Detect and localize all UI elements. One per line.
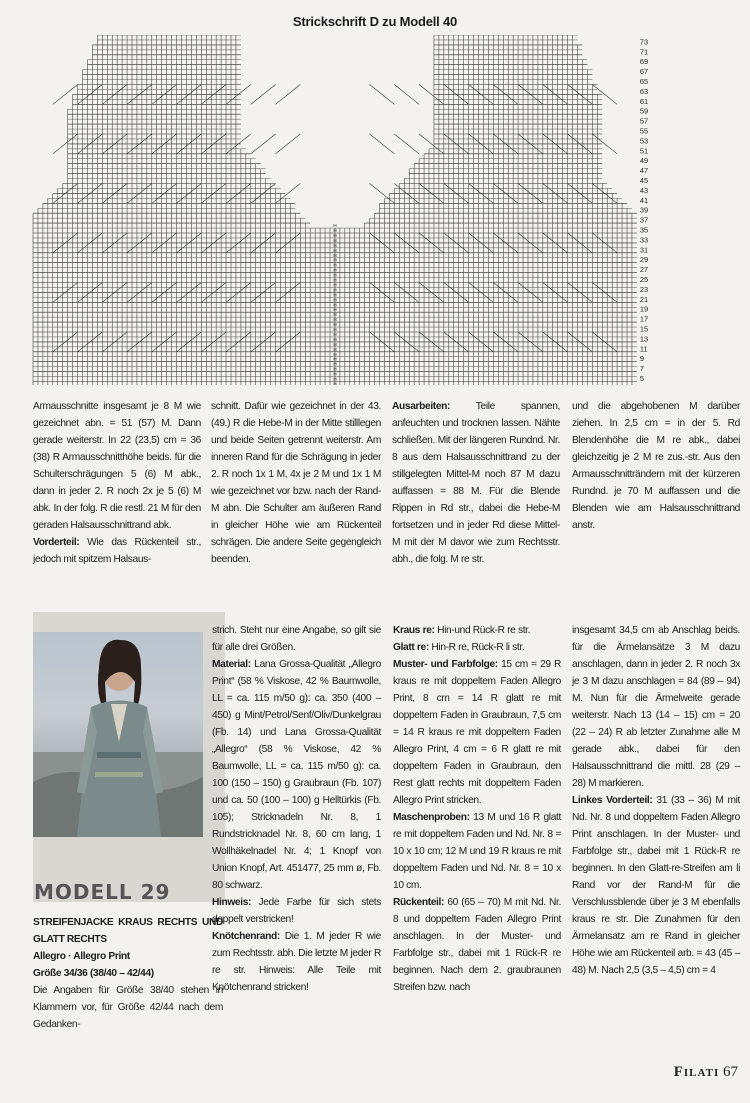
row-number: 7: [639, 364, 645, 374]
hinweis-heading: Hinweis:: [212, 897, 252, 908]
svg-text:H: H: [333, 228, 337, 233]
svg-text:H: H: [333, 317, 337, 323]
rueckenteil-heading: Rückenteil:: [393, 897, 445, 908]
row-number: 49: [639, 156, 649, 166]
upper-col-3: [392, 398, 560, 568]
knitting-chart-svg: [30, 35, 745, 385]
upper-col-1: [33, 398, 201, 568]
svg-text:H: H: [333, 327, 337, 332]
svg-text:H: H: [333, 252, 337, 258]
svg-text:H: H: [333, 272, 337, 278]
lower-col-3: [393, 622, 561, 996]
model-subtitle: STREIFENJACKE KRAUS RECHTS UND GLATT RECHTS: [33, 917, 223, 945]
row-number: 67: [639, 67, 649, 77]
upper-col-4: [572, 398, 740, 534]
material-text: Lana Grossa-Qualität „Allegro Print“ (58 % Viskose, 42 % Baumwolle, LL = ca. 115 m/50 g): ca. 350 (400 – 450) g Mint/Petrol/Senf/Oliv/Dunkelgrau (Fb. 14) und Lana Grossa-Qualität „Allegro“ (58 % Viskose, 42 % Baumwolle, LL = ca. 115 m/50 g): ca. 100 (150 – 150) g Graubraun (Fb. 107) und ca. 50 (100 – 100) g Helltürkis (Fb. 105); Stricknadeln Nr. 8, 1 Rundstricknadel Nr. 8, 60 cm lang, 1 Wollhäkelnadel Nr. 4; 1 Knopf von Union Knopf, Art. 451477, 25 mm ø, Fb. 80 schwarz.: [212, 659, 381, 891]
row-number: 47: [639, 166, 649, 176]
svg-text:H: H: [333, 302, 337, 308]
row-number: 11: [639, 344, 648, 354]
svg-text:H: H: [333, 312, 337, 318]
lower-col2-intro: strich. Steht nur eine Angabe, so gilt sie für alle drei Größen.: [212, 625, 381, 653]
row-number: 53: [639, 136, 649, 146]
muster-text: 15 cm = 29 R kraus re mit doppeltem Faden Allegro Print, 8 cm = 14 R glatt re mit doppeltem Faden in Graubraun, 7,5 cm = 14 R kraus re mit doppeltem Faden Allegro Print, 4 cm = 6 R glatt re mit doppeltem Faden in Graubraun, den Rest glatt rechts mit doppeltem Faden Allegro Print stricken.: [393, 659, 561, 806]
row-number: 5: [639, 374, 645, 384]
svg-text:H: H: [333, 287, 337, 293]
row-number: 27: [639, 265, 649, 275]
row-number: 59: [639, 106, 649, 116]
muster-heading: Muster- und Farbfolge:: [393, 659, 498, 670]
glatt-heading: Glatt re:: [393, 642, 429, 653]
svg-text:H: H: [333, 356, 337, 362]
row-number: 45: [639, 176, 649, 186]
row-number: 43: [639, 185, 649, 195]
svg-text:H: H: [333, 277, 337, 283]
svg-text:H: H: [333, 223, 337, 229]
row-number: 63: [639, 86, 649, 96]
model-photo-illustration: [33, 632, 203, 837]
svg-text:H: H: [333, 366, 337, 372]
svg-text:H: H: [333, 237, 337, 243]
svg-text:H: H: [333, 381, 337, 385]
rueckenteil-text: 60 (65 – 70) M mit Nd. Nr. 8 und doppeltem Faden Allegro Print anschlagen. In der Muster- und Farbfolge str., dabei mit 1 Rück-R re beginnen. Nach dem 2. graubraunen Streifen bzw. nach: [393, 897, 561, 993]
svg-text:H: H: [333, 361, 337, 367]
row-number: 31: [639, 245, 649, 255]
glatt-text: Hin-R re, Rück-R li str.: [428, 642, 525, 653]
upper-col1-tail: Wie das Rückenteil str., jedoch mit spitzem Halsaus-: [33, 537, 201, 565]
svg-text:H: H: [333, 307, 337, 313]
svg-text:H: H: [333, 247, 337, 253]
row-number: 37: [639, 215, 649, 225]
svg-text:H: H: [333, 242, 337, 248]
row-number: 15: [639, 324, 649, 334]
svg-text:H: H: [333, 371, 337, 377]
svg-text:H: H: [333, 262, 337, 268]
svg-text:H: H: [333, 232, 337, 238]
row-number: 65: [639, 77, 649, 87]
material-heading: Material:: [212, 659, 251, 670]
linkes-vorderteil-text: 31 (33 – 36) M mit Nd. Nr. 8 und doppeltem Faden Allegro Print anschlagen. In der Muster- und Farbfolge str., dabei mit 1 Rück-R re beginnen. In den Glatt-re-Streifen am li Rand vor der Rand-M für die Verschlussblende über je 3 M ebenfalls kraus re str. Die Zunahmen für den Ärmelansatz am re Rand in gleicher Höhe wie am Rückenteil arb. = 43 (45 – 48) M. Nach 2,5 (3,5 – 4,5) cm = 4: [572, 795, 740, 976]
lower-col4-intro: insgesamt 34,5 cm ab Anschlag beids. für die Ärmelansätze 3 M dazu anschlagen, dann in jeder 2. R noch 3x je 3 M dazu anschlagen = 84 (89 – 94) M. Nun für die Ärmelweite gerade weiterstr. Nach 13 (14 – 15) cm = 20 (22 – 24) R ab letzter Zunahme alle M gerade abk., dabei für den Halsausschnittrand die mittl. 28 (29 – 28) M markieren.: [572, 625, 740, 789]
maschenproben-text: 13 M und 16 R glatt re mit doppeltem Faden und Nd. Nr. 8 = 10 x 10 cm; 12 M und 19 R kraus re mit doppeltem Faden und Nd. Nr. 8 = 10 x 10 cm.: [393, 812, 561, 891]
row-number: 51: [639, 146, 649, 156]
kraus-heading: Kraus re:: [393, 625, 435, 636]
linkes-vorderteil-heading: Linkes Vorderteil:: [572, 795, 653, 806]
upper-col2-text: schnitt. Dafür wie gezeichnet in der 43. (49.) R die Hebe-M in der Mitte stilllegen und beide Seiten getrennt weiterstr. Am inneren Rand für die Schrägung in jeder 2. R noch 1x 1 M, 4x je 2 M und 1x 1 M wie gezeichnet vor bzw. nach der Rand-M abn. Die Schulter am äußeren Rand in gleicher Höhe wie am Rückenteil schrägen. Die andere Seite gegengleich beenden.: [211, 401, 381, 565]
svg-text:H: H: [333, 331, 337, 337]
svg-text:H: H: [333, 292, 337, 298]
knoetchenrand-heading: Knötchenrand:: [212, 931, 280, 942]
svg-text:H: H: [333, 376, 337, 382]
row-number: 33: [639, 235, 649, 245]
svg-text:H: H: [333, 336, 337, 342]
kraus-text: Hin-und Rück-R re str.: [434, 625, 531, 636]
magazine-brand: Filati: [673, 1064, 720, 1080]
svg-text:H: H: [333, 322, 337, 328]
page-footer: [674, 1064, 738, 1081]
row-number: 55: [639, 126, 649, 136]
row-number: 39: [639, 205, 649, 215]
knoetchenrand-text: Die 1. M jeder R wie zum Rechtsstr. abh. Die letzte M jeder R re str. Hinweis: Alle Teile mit Knötchenrand stricken!: [212, 931, 381, 993]
row-number: 41: [639, 195, 649, 205]
row-number: 25: [639, 275, 649, 285]
row-number: 13: [639, 334, 649, 344]
row-number: 29: [639, 255, 649, 265]
row-number: 61: [639, 96, 649, 106]
row-number: 21: [639, 294, 649, 304]
model-title: MODELL 29: [34, 880, 171, 904]
upper-col-2: [211, 398, 381, 568]
ausarbeiten-heading: Ausarbeiten:: [392, 401, 451, 412]
svg-text:H: H: [333, 267, 337, 273]
row-number: 17: [639, 314, 649, 324]
row-number: 73: [639, 37, 649, 47]
upper-col3-text: Teile spannen, anfeuchten und trocknen lassen. Nähte schließen. Mit der längeren Rundnd. Nr. 8 aus dem Halsausschnittrand zu der stillgelegten Mittel-M noch 87 M dazu auffassen = 88 M. Für die Blende Rippen in Rd str., dabei die Hebe-M fortsetzen und in jeder Rd diese Mittel-M mit der M davor wie zum Rechtsstr. abh., die folg. M re str.: [392, 401, 560, 565]
row-number: 35: [639, 225, 649, 235]
lower-col-2: [212, 622, 381, 996]
row-number: 19: [639, 304, 649, 314]
svg-text:H: H: [333, 351, 337, 357]
svg-text:H: H: [333, 346, 337, 352]
lower-col-1: [33, 914, 223, 1033]
row-number: 71: [639, 47, 649, 57]
row-number: 23: [639, 284, 649, 294]
row-number: 9: [639, 354, 645, 364]
model-yarn-line: Allegro · Allegro Print: [33, 951, 130, 962]
page-number: 67: [723, 1064, 738, 1080]
svg-text:H: H: [333, 282, 337, 288]
model-photo: [33, 632, 203, 837]
chart-center-column: [333, 223, 336, 385]
svg-text:H: H: [333, 341, 337, 347]
chart-title: Strickschrift D zu Modell 40: [292, 14, 458, 29]
model-intro: Die Angaben für Größe 38/40 stehen in Klammern vor, für Größe 42/44 nach dem Gedanken-: [33, 985, 223, 1030]
model-sizes-line: Größe 34/36 (38/40 – 42/44): [33, 968, 154, 979]
row-number: 57: [639, 116, 649, 126]
knitting-chart: [30, 35, 745, 385]
lower-col-4: [572, 622, 740, 979]
upper-col1-text: Armausschnitte insgesamt je 8 M wie gezeichnet abn. = 51 (57) M. Dann gerade weiterstr. In 22 (23,5) cm = 36 (38) R Armausschnitthöhe beids. für die Schulterschrägungen 5 (6) M abk., dann in jeder 2. R noch 2x je 5 (6) M abk. In der folg. R die restl. 21 M für den geraden Halsausschnittrand abk.: [33, 401, 201, 531]
maschenproben-heading: Maschenproben:: [393, 812, 470, 823]
vorderteil-heading: Vorderteil:: [33, 537, 80, 548]
row-number: 69: [639, 57, 649, 67]
svg-text:H: H: [333, 297, 337, 303]
row-number: [640, 384, 644, 385]
svg-text:H: H: [333, 257, 337, 263]
upper-col4-text: und die abgehobenen M darüber ziehen. In 2,5 cm = in der 5. Rd Blendenhöhe die M re abk., dabei gleichzeitig je 2 M re zus.-str. Aus den Armausschnitträndern mit der kürzeren Rundnd. je 70 M auffassen und die Blenden wie am Halsausschnittrand anstr.: [572, 401, 740, 531]
hinweis-text: Jede Farbe für sich stets doppelt verstricken!: [212, 897, 381, 925]
